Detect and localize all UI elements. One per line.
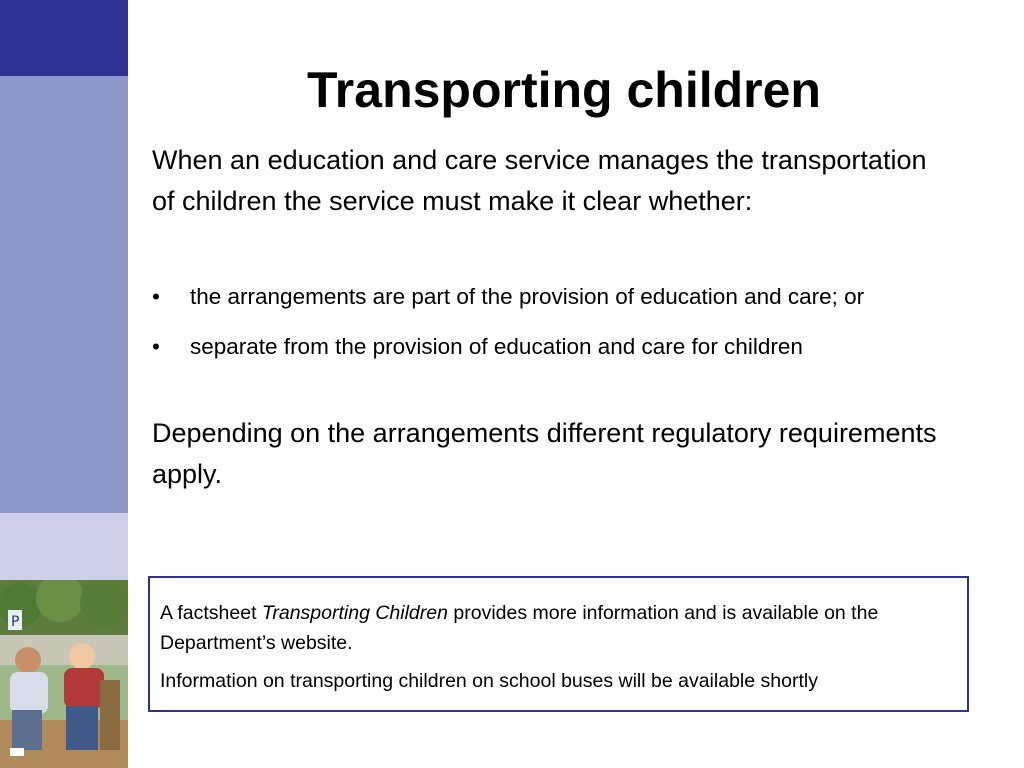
sidebar-dark-band (0, 0, 128, 76)
slide-title: Transporting children (307, 62, 821, 118)
sidebar (0, 0, 128, 768)
list-item (152, 280, 962, 313)
bullet-text: separate from the provision of education and care for children (190, 334, 803, 359)
sidebar-mid-band (0, 76, 128, 513)
factsheet-title: Transporting Children (261, 602, 448, 624)
bullet-icon: • (152, 284, 160, 309)
list-item (152, 330, 962, 363)
children-photo (0, 580, 128, 768)
bullet-text: the arrangements are part of the provision of education and care; or (190, 284, 865, 309)
info-text: provides more information and is available on the Department’s website. (160, 602, 879, 654)
info-text: A factsheet (160, 602, 262, 624)
info-box (148, 576, 969, 712)
intro-paragraph: When an education and care service manages the transportation of children the service must make it clear whether: (152, 145, 927, 216)
info-line-buses: Information on transporting children on school buses will be available shortly (160, 670, 818, 692)
bullet-icon: • (152, 334, 160, 359)
svg-text:P: P (11, 614, 20, 630)
info-line-factsheet (160, 598, 957, 658)
bullet-list (152, 280, 962, 380)
sidebar-light-band (0, 513, 128, 580)
outro-paragraph: Depending on the arrangements different regulatory requirements apply. (152, 418, 937, 489)
